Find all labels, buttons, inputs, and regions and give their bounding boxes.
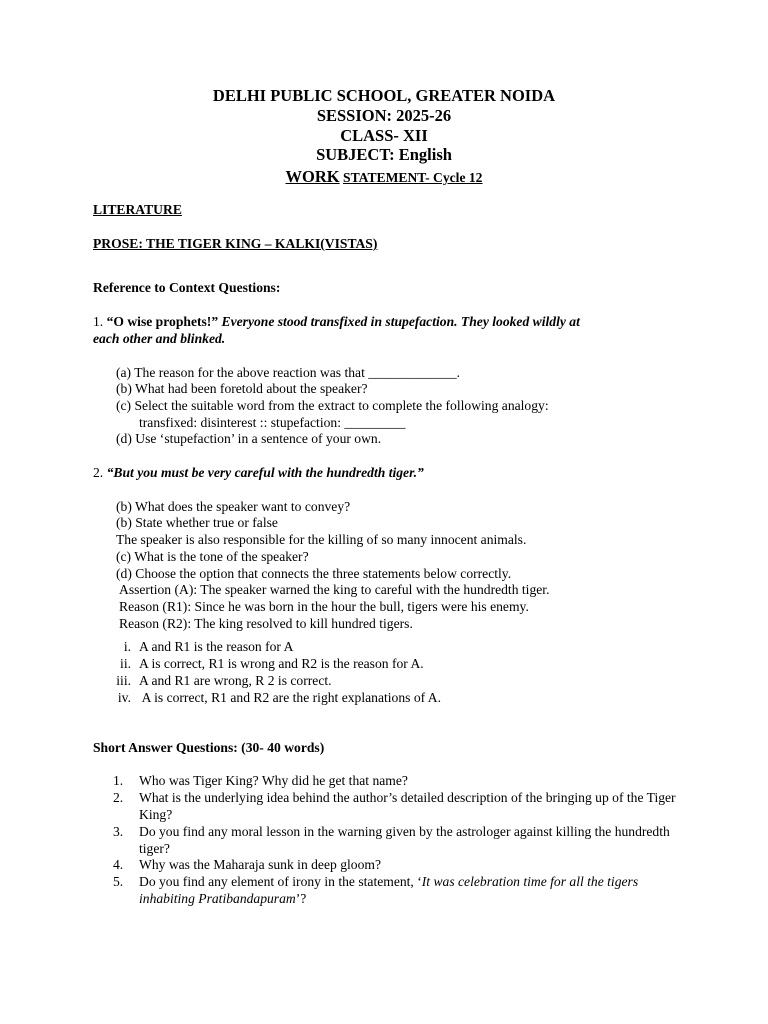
q2-part-1: (b) What does the speaker want to convey? [116,499,351,514]
q2-option-i: i. A and R1 is the reason for A [123,639,294,654]
q1-extract: Everyone stood transfixed in stupefaction. They looked wildly at [218,314,580,329]
document-header [0,86,768,188]
q1-part-b: (b) What had been foretold about the speaker? [116,381,368,396]
q1-part-a: (a) The reason for the above reaction was that _____________. [116,365,461,380]
q1-analogy: transfixed: disinterest :: stupefaction: _________ [139,415,406,430]
subject-line: SUBJECT: English [316,145,452,165]
q2-assertion: Assertion (A): The speaker warned the king to careful with the hundredth tiger. [119,582,550,597]
q2-reason-1: Reason (R1): Since he was born in the hour the bull, tigers were his enemy. [119,599,529,614]
short-answer-item: 4. Why was the Maharaja sunk in deep gloom? [113,857,381,872]
q2-option-iv: iv. A is correct, R1 and R2 are the right explanations of A. [117,690,442,705]
q2-number: 2. [93,465,107,480]
school-name: DELHI PUBLIC SCHOOL, GREATER NOIDA [212,86,556,105]
short-answer-item: 3. Do you find any moral lesson in the warning given by the astrologer against killing the hundredth tiger? [113,824,670,856]
q1-number: 1. [93,314,107,329]
q1-part-d: (d) Use ‘stupefaction’ in a sentence of your own. [116,431,382,446]
q2-reason-2: Reason (R2): The king resolved to kill hundred tigers. [119,616,413,631]
q2-quote: “But you must be very careful with the hundredth tiger.” [106,465,424,480]
q1-quote: “O wise prophets!” [106,314,219,329]
q2-part-c: (c) What is the tone of the speaker? [116,549,309,564]
short-answer-item: 5. Do you find any element of irony in the statement, ‘It was celebration time for all the tigers inhabiting Pratibandapuram’? [113,874,639,906]
rtc-heading: Reference to Context Questions: [93,280,281,295]
work-statement-line [0,166,768,188]
short-answer-item: 2. What is the underlying idea behind the author’s detailed description of the bringing up of the Tiger King? [113,790,676,822]
work-word: WORK [285,167,340,187]
session-line: SESSION: 2025-26 [316,105,452,125]
q2-statement: The speaker is also responsible for the killing of so many innocent animals. [116,532,527,547]
short-answer-heading: Short Answer Questions: (30- 40 words) [93,740,325,755]
q1-line [93,314,580,331]
class-line: CLASS- XII [340,125,428,145]
q2-option-iii: iii. A and R1 are wrong, R 2 is correct. [116,673,332,688]
q1-extract-cont: each other and blinked. [93,331,226,346]
q2-part-d: (d) Choose the option that connects the three statements below correctly. [116,566,512,581]
short-answer-item: 1. Who was Tiger King? Why did he get that name? [113,773,408,788]
statement-cycle: STATEMENT- Cycle 12 [343,170,483,186]
q1-part-c: (c) Select the suitable word from the extract to complete the following analogy: [116,398,549,413]
prose-heading: PROSE: THE TIGER KING – KALKI(VISTAS) [93,236,378,251]
q2-option-ii: ii. A is correct, R1 is wrong and R2 is the reason for A. [120,656,424,671]
q2-line [93,465,424,482]
q2-part-2: (b) State whether true or false [116,515,278,530]
literature-heading: LITERATURE [93,202,182,217]
